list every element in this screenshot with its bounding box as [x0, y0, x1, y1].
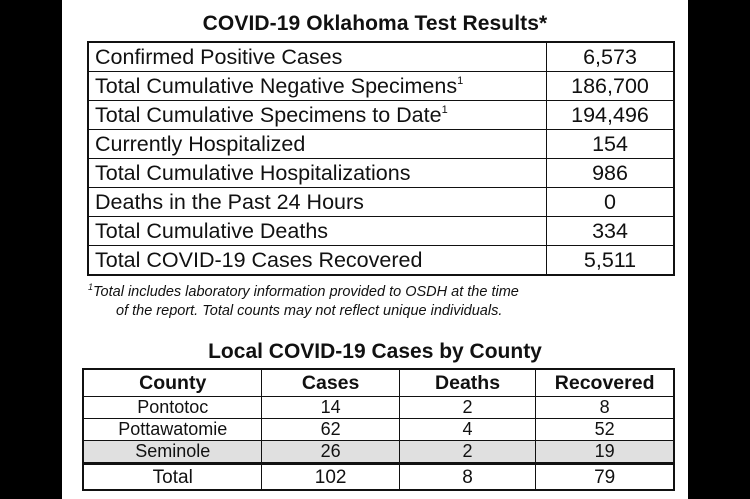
- test-results-table: [87, 41, 675, 276]
- row-value: 194,496: [547, 101, 675, 130]
- row-value: 986: [547, 159, 675, 188]
- table-row: [88, 246, 674, 276]
- column-header-deaths: Deaths: [399, 369, 535, 397]
- table-row: [88, 42, 674, 72]
- total-deaths: 8: [399, 464, 535, 491]
- table-row: [88, 159, 674, 188]
- row-label: Confirmed Positive Cases: [88, 42, 547, 72]
- footnote-marker: 1: [441, 104, 448, 116]
- row-value: 5,511: [547, 246, 675, 276]
- header-row: [83, 369, 674, 397]
- footnote-line-1: Total includes laboratory information provided to OSDH at the time: [93, 284, 519, 300]
- cases-cell: 26: [262, 441, 399, 464]
- column-header-cases: Cases: [262, 369, 399, 397]
- column-header-recovered: Recovered: [536, 369, 674, 397]
- row-label: Total Cumulative Deaths: [88, 217, 547, 246]
- row-label: Currently Hospitalized: [88, 130, 547, 159]
- table-row: [88, 72, 674, 101]
- total-cases: 102: [262, 464, 399, 491]
- county-cell: Pontotoc: [83, 397, 262, 419]
- column-header-county: County: [83, 369, 262, 397]
- row-value: 334: [547, 217, 675, 246]
- county-cell: Seminole: [83, 441, 262, 464]
- row-label: Total Cumulative Hospitalizations: [88, 159, 547, 188]
- table-row: [83, 419, 674, 441]
- table-row: [83, 441, 674, 464]
- row-label: Deaths in the Past 24 Hours: [88, 188, 547, 217]
- cases-cell: 14: [262, 397, 399, 419]
- deaths-cell: 2: [399, 397, 535, 419]
- row-label: Total COVID-19 Cases Recovered: [88, 246, 547, 276]
- document-sheet: [62, 0, 688, 499]
- county-cell: Pottawatomie: [83, 419, 262, 441]
- total-recovered: 79: [536, 464, 674, 491]
- footnote-marker: 1: [457, 75, 464, 87]
- row-value: 186,700: [547, 72, 675, 101]
- deaths-cell: 4: [399, 419, 535, 441]
- table-row: [88, 188, 674, 217]
- page-title: COVID-19 Oklahoma Test Results*: [202, 12, 548, 35]
- row-label: Total Cumulative Specimens to Date$^1$: [88, 101, 547, 130]
- row-label: Total Cumulative Negative Specimens$^1$: [88, 72, 547, 101]
- footnote: [88, 283, 678, 321]
- row-value: 6,573: [547, 42, 675, 72]
- deaths-cell: 2: [399, 441, 535, 464]
- county-section-title: Local COVID-19 Cases by County: [208, 340, 542, 363]
- total-label: Total: [83, 464, 262, 491]
- row-value: 154: [547, 130, 675, 159]
- recovered-cell: 52: [536, 419, 674, 441]
- county-cases-table: [82, 368, 675, 491]
- recovered-cell: 19: [536, 441, 674, 464]
- table-row: [88, 101, 674, 130]
- recovered-cell: 8: [536, 397, 674, 419]
- table-row: [88, 130, 674, 159]
- row-value: 0: [547, 188, 675, 217]
- table-row: [88, 217, 674, 246]
- footnote-line-2: of the report. Total counts may not reflect unique individuals.: [116, 303, 503, 319]
- cases-cell: 62: [262, 419, 399, 441]
- total-row: [83, 464, 674, 491]
- table-row: [83, 397, 674, 419]
- footnote-marker: 1: [88, 282, 94, 292]
